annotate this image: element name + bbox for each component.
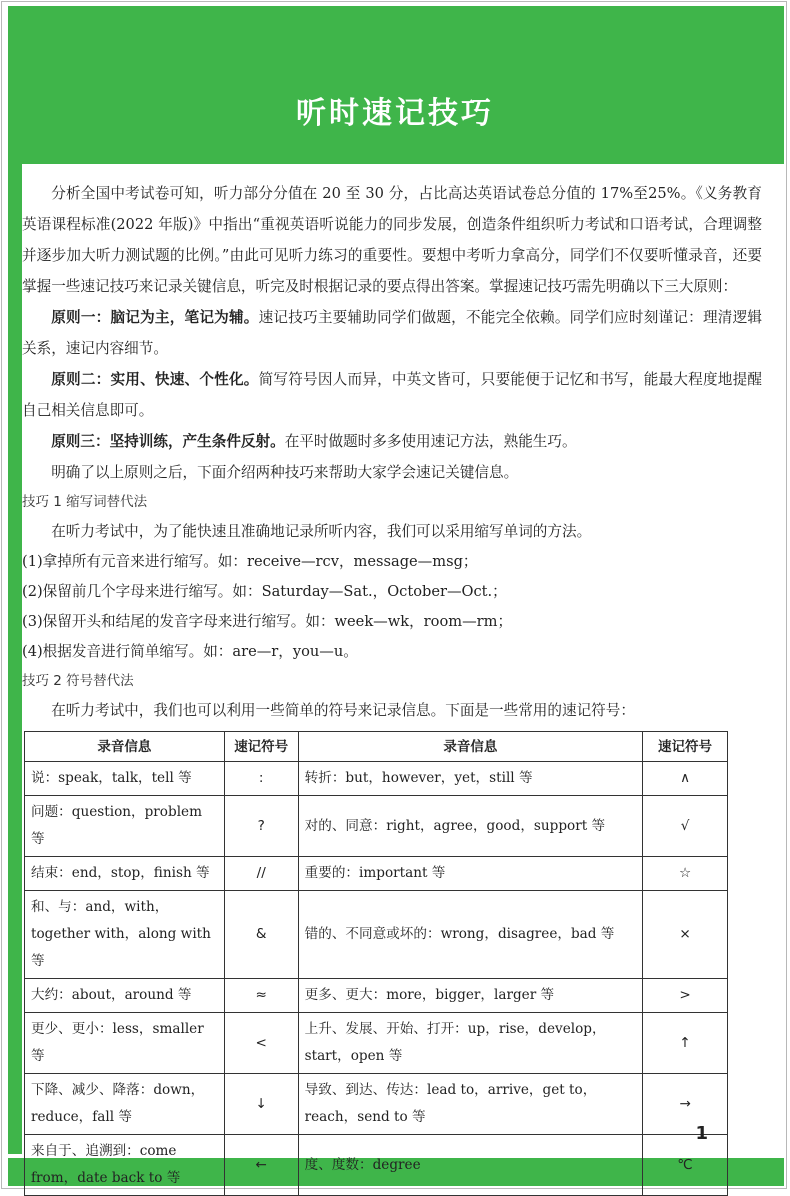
tip-1-item: (3)保留开头和结尾的发音字母来进行缩写。如：week—wk，room—rm； [22, 613, 513, 630]
table-row [25, 1074, 728, 1135]
principle-3-text: 在平时做题时多多使用速记方法，熟能生巧。 [284, 433, 577, 450]
symbol-cell: → [643, 1074, 728, 1135]
principle-2-title: 原则二：实用、快速、个性化。 [51, 371, 259, 388]
principle-3-title: 原则三：坚持训练，产生条件反射。 [51, 433, 285, 450]
info-cell: 重要的：important 等 [298, 857, 642, 891]
symbol-cell: ↑ [643, 1013, 728, 1074]
info-cell: 结束：end，stop，finish 等 [25, 857, 225, 891]
tip-1-item: (4)根据发音进行简单缩写。如：are—r，you—u。 [22, 643, 358, 660]
symbol-cell: ← [224, 1135, 298, 1196]
symbol-cell: // [224, 857, 298, 891]
principle-3 [22, 426, 762, 457]
transition-paragraph: 明确了以上原则之后，下面介绍两种技巧来帮助大家学会速记关键信息。 [51, 464, 519, 481]
symbol-cell: & [224, 891, 298, 979]
info-cell: 下降、减少、降落：down，reduce，fall 等 [25, 1074, 225, 1135]
principle-2-text: 简写符号因人而异，中英文皆可，只要能便于记忆和书写，能最大程度地提醒自己相关信息即可。 [22, 371, 762, 419]
tip-1-intro: 在听力考试中，为了能快速且准确地记录所听内容，我们可以采用缩写单词的方法。 [51, 523, 592, 540]
symbol-cell: × [643, 891, 728, 979]
info-cell: 和、与：and，with，together with，along with 等 [25, 891, 225, 979]
info-cell: 说：speak，talk，tell 等 [25, 762, 225, 796]
symbol-cell: ≈ [224, 979, 298, 1013]
symbol-cell: ↓ [224, 1074, 298, 1135]
info-cell: 大约：about，around 等 [25, 979, 225, 1013]
tip-1-item: (2)保留前几个字母来进行缩写。如：Saturday—Sat.，October—Oct.； [22, 583, 507, 600]
intro-paragraph: 分析全国中考试卷可知，听力部分分值在 20 至 30 分，占比高达英语试卷总分值的 17%至25%。《义务教育英语课程标准(2022 年版)》中指出“重视英语听说能力的同步发展，创造条件组织听力考试和口语考试，合理调整并逐步加大听力测试题的比例。”由此可见听力练习的重要性。要想中考听力拿高分，同学们不仅要听懂录音，还要掌握一些速记技巧来记录关键信息，听完及时根据记录的要点得出答案。掌握速记技巧需先明确以下三大原则： [22, 185, 762, 295]
symbol-cell: : [224, 762, 298, 796]
info-cell: 错的、不同意或坏的：wrong，disagree，bad 等 [298, 891, 642, 979]
main-content [22, 164, 762, 726]
info-cell: 度、度数：degree [298, 1135, 642, 1196]
table-row [25, 1135, 728, 1196]
symbol-cell: ? [224, 796, 298, 857]
symbol-cell: < [224, 1013, 298, 1074]
table-row [25, 762, 728, 796]
table-row [25, 891, 728, 979]
symbol-cell: ☆ [643, 857, 728, 891]
info-cell: 转折：but，however，yet，still 等 [298, 762, 642, 796]
table-row [25, 796, 728, 857]
principle-1 [22, 302, 762, 364]
page-title: 听时速记技巧 [296, 96, 494, 131]
table-row [25, 1013, 728, 1074]
tip-1-heading: 技巧 1 缩写词替代法 [22, 494, 148, 510]
symbol-cell: > [643, 979, 728, 1013]
column-header-symbol: 速记符号 [643, 732, 728, 762]
page-number: 1 [695, 1123, 708, 1144]
info-cell: 导致、到达、传达：lead to，arrive，get to，reach，send to 等 [298, 1074, 642, 1135]
info-cell: 更少、更小：less，smaller 等 [25, 1013, 225, 1074]
left-accent-bar [8, 164, 22, 1154]
symbol-cell: ∧ [643, 762, 728, 796]
tip-2-heading: 技巧 2 符号替代法 [22, 673, 134, 689]
table-header-row [25, 732, 728, 762]
principle-2 [22, 364, 762, 426]
table-row [25, 857, 728, 891]
info-cell: 更多、更大：more，bigger，larger 等 [298, 979, 642, 1013]
principle-1-title: 原则一：脑记为主，笔记为辅。 [51, 309, 259, 326]
header-band [8, 6, 784, 164]
info-cell: 对的、同意：right，agree，good，support 等 [298, 796, 642, 857]
column-header-symbol: 速记符号 [224, 732, 298, 762]
column-header-info: 录音信息 [25, 732, 225, 762]
info-cell: 上升、发展、开始、打开：up，rise，develop，start，open 等 [298, 1013, 642, 1074]
info-cell: 来自于、追溯到：come from，date back to 等 [25, 1135, 225, 1196]
column-header-info: 录音信息 [298, 732, 642, 762]
symbol-cell: ℃ [643, 1135, 728, 1196]
principle-1-text: 速记技巧主要辅助同学们做题，不能完全依赖。同学们应时刻谨记：理清逻辑关系，速记内容细节。 [22, 309, 762, 357]
tip-1-item: (1)拿掉所有元音来进行缩写。如：receive—rcv，message—msg； [22, 553, 478, 570]
table-row [25, 979, 728, 1013]
shorthand-symbol-table [24, 731, 728, 1196]
symbol-cell: √ [643, 796, 728, 857]
tip-2-intro: 在听力考试中，我们也可以利用一些简单的符号来记录信息。下面是一些常用的速记符号： [51, 702, 635, 719]
info-cell: 问题：question，problem 等 [25, 796, 225, 857]
